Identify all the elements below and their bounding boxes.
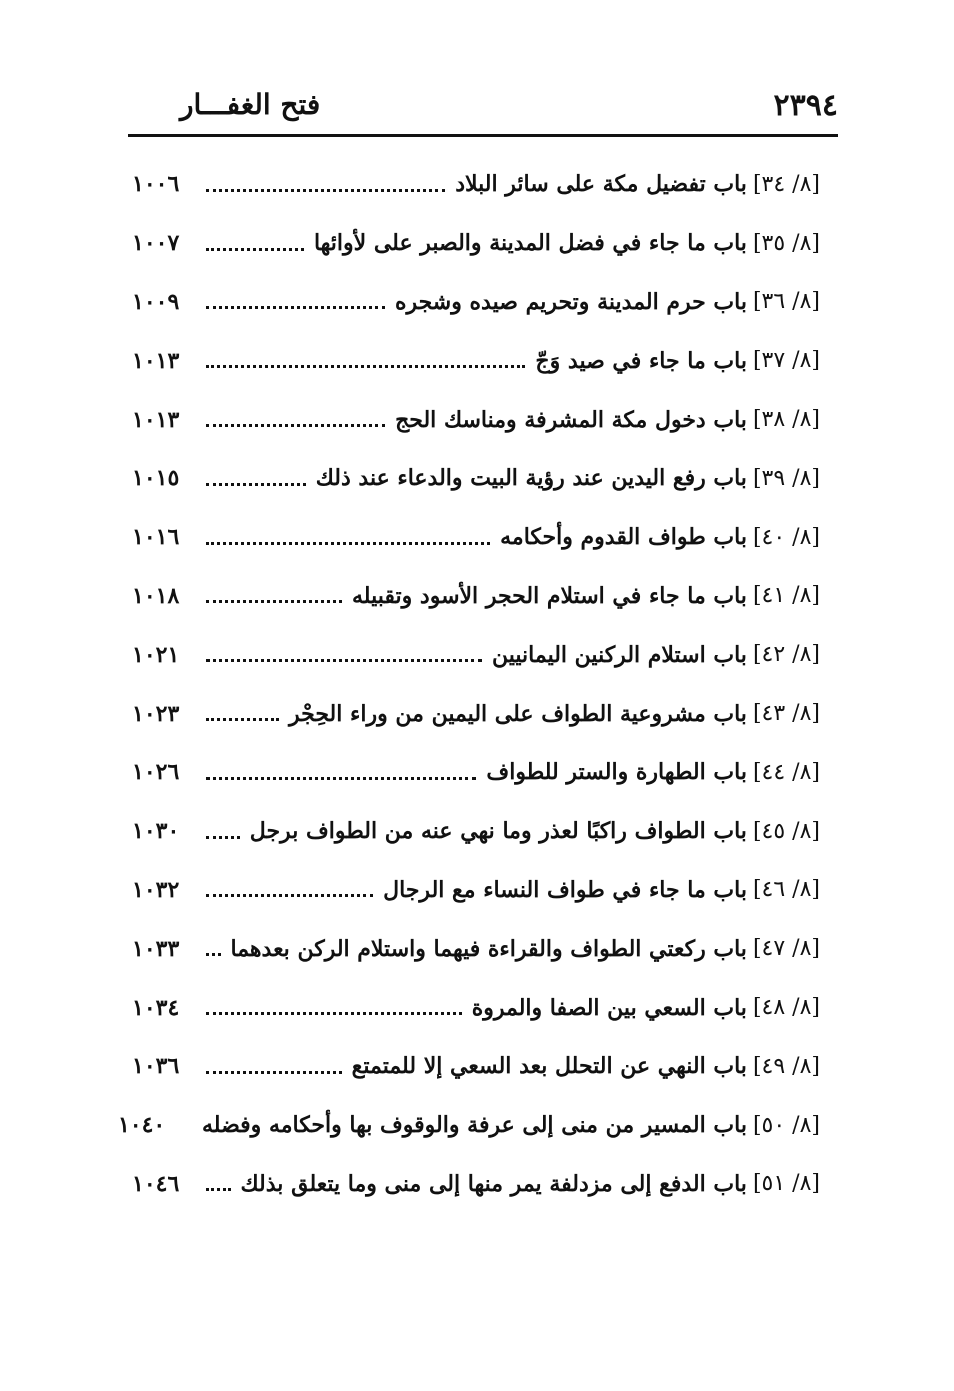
toc-entry-page: ١٠٣٢	[132, 876, 180, 903]
dot-leader	[206, 304, 385, 309]
toc-entry-page: ١٠١٦	[132, 524, 180, 551]
toc-entry-ref: [٨/ ٤١]	[752, 583, 820, 609]
toc-entry-page: ١٠٣٦	[132, 1053, 180, 1080]
toc-entry-page: ١٠١٣	[132, 406, 180, 433]
toc-entry-ref: [٨/ ٣٨]	[752, 407, 820, 433]
toc-entry[interactable]	[132, 919, 820, 978]
toc-entry-page: ١٠٢٦	[132, 759, 180, 786]
dot-leader	[206, 540, 490, 545]
toc-entry-title: باب السعي بين الصفا والمروة	[471, 994, 747, 1021]
toc-entry-page: ١٠٢٣	[132, 700, 180, 727]
toc-entry-ref: [٨/ ٤٣]	[752, 701, 820, 727]
toc-entry[interactable]	[132, 449, 820, 508]
toc-entry-title: باب تفضيل مكة على سائر البلاد	[455, 171, 747, 198]
dot-leader	[206, 422, 385, 427]
dot-leader	[206, 951, 221, 956]
toc-entry-page: ١٠٠٦	[132, 171, 180, 198]
dot-leader	[206, 657, 482, 662]
toc-entry-title: باب ما جاء في استلام الحجر الأسود وتقبيله	[352, 582, 747, 609]
toc-entry[interactable]	[132, 684, 820, 743]
toc-entry-page: ١٠٤٠	[117, 1112, 166, 1139]
toc-entry[interactable]	[132, 1037, 820, 1096]
toc-entry[interactable]	[132, 802, 820, 861]
toc-entry-page: ١٠٠٩	[132, 288, 180, 315]
toc-entry[interactable]	[132, 743, 820, 802]
dot-leader	[206, 834, 240, 839]
dot-leader	[206, 187, 445, 192]
toc-entry-title: باب ما جاء في فضل المدينة والصبر على لأوائها	[313, 230, 747, 257]
toc-entry-page: ١٠٤٦	[132, 1170, 180, 1197]
toc-entry-page: ١٠٢١	[132, 641, 180, 668]
toc-entry-title: باب طواف القدوم وأحكامه	[500, 524, 747, 551]
toc-entry-title: باب حرم المدينة وتحريم صيده وشجره	[394, 288, 747, 315]
toc-entry-ref: [٨/ ٣٦]	[752, 289, 820, 315]
toc-entry-title: باب النهي عن التحلل بعد السعي إلا للمتمتع	[351, 1053, 747, 1080]
toc-entry-title: باب رفع اليدين عند رؤية البيت والدعاء عند ذلك	[315, 465, 747, 492]
toc-entry[interactable]	[132, 978, 820, 1037]
toc-entry[interactable]	[132, 1155, 820, 1214]
toc-entry-ref: [٨/ ٤٩]	[752, 1053, 820, 1079]
toc-entry[interactable]	[132, 508, 820, 567]
dot-leader	[206, 892, 373, 897]
toc-entry[interactable]	[132, 390, 820, 449]
running-title: فتح الغفـــار	[180, 88, 321, 121]
toc-entry-title: باب استلام الركنين اليمانيين	[492, 641, 747, 668]
table-of-contents	[117, 155, 820, 1213]
toc-entry-title: باب الطهارة والستر للطواف	[486, 759, 747, 786]
toc-entry-title: باب المسير من منى إلى عرفة والوقوف بها وأحكامه وفضله	[201, 1112, 747, 1139]
toc-entry-title: باب دخول مكة المشرفة ومناسك الحج	[395, 406, 747, 433]
toc-entry-page: ١٠١٣	[132, 347, 180, 374]
toc-entry-ref: [٨/ ٣٥]	[752, 230, 820, 256]
toc-entry-title: باب مشروعية الطواف على اليمين من وراء الحِجْر	[289, 700, 747, 727]
toc-entry-ref: [٨/ ٣٤]	[752, 171, 820, 197]
toc-entry-ref: [٨/ ٤٦]	[752, 877, 820, 903]
dot-leader	[206, 1186, 231, 1191]
page-header	[128, 82, 838, 132]
toc-entry[interactable]	[132, 331, 820, 390]
toc-entry-title: باب الطواف راكبًا لعذر وما نهي عنه من الطواف برجل	[249, 818, 747, 845]
toc-entry-ref: [٨/ ٣٩]	[752, 465, 820, 491]
toc-entry-title: باب الدفع إلى مزدلفة يمر منها إلى منى وما يتعلق بذلك	[240, 1170, 747, 1197]
toc-entry[interactable]	[132, 567, 820, 626]
toc-entry-page: ١٠٣٤	[132, 994, 180, 1021]
toc-entry-page: ١٠٣٠	[132, 818, 180, 845]
toc-entry-page: ١٠١٨	[132, 582, 180, 609]
dot-leader	[206, 1069, 342, 1074]
toc-entry[interactable]	[132, 273, 820, 332]
dot-leader	[206, 246, 304, 251]
dot-leader	[206, 481, 306, 486]
toc-entry-ref: [٨/ ٤٠]	[752, 524, 820, 550]
dot-leader	[206, 1010, 462, 1015]
toc-entry-ref: [٨/ ٤٢]	[752, 642, 820, 668]
toc-entry[interactable]	[132, 214, 820, 273]
toc-entry[interactable]	[117, 1096, 820, 1155]
toc-entry-title: باب ركعتي الطواف والقراءة فيهما واستلام الركن بعدهما	[230, 935, 747, 962]
dot-leader	[206, 363, 525, 368]
dot-leader	[206, 716, 279, 721]
toc-entry-ref: [٨/ ٤٥]	[752, 818, 820, 844]
toc-entry-ref: [٨/ ٣٧]	[752, 348, 820, 374]
toc-entry-ref: [٨/ ٥٠]	[752, 1112, 820, 1138]
toc-entry[interactable]	[132, 625, 820, 684]
toc-entry-page: ١٠١٥	[132, 465, 180, 492]
toc-entry-ref: [٨/ ٤٤]	[752, 759, 820, 785]
toc-entry-page: ١٠٣٣	[132, 935, 180, 962]
header-rule	[128, 134, 838, 137]
toc-entry-ref: [٨/ ٤٧]	[752, 936, 820, 962]
toc-entry-ref: [٨/ ٥١]	[752, 1171, 820, 1197]
dot-leader	[206, 775, 476, 780]
toc-entry-page: ١٠٠٧	[132, 230, 180, 257]
page-number: ٢٣٩٤	[773, 88, 838, 123]
dot-leader	[206, 598, 342, 603]
toc-entry-title: باب ما جاء في صيد وَجّ	[535, 347, 747, 374]
toc-entry-title: باب ما جاء في طواف النساء مع الرجال	[383, 876, 747, 903]
toc-entry-ref: [٨/ ٤٨]	[752, 995, 820, 1021]
toc-entry[interactable]	[132, 861, 820, 920]
toc-entry[interactable]	[132, 155, 820, 214]
